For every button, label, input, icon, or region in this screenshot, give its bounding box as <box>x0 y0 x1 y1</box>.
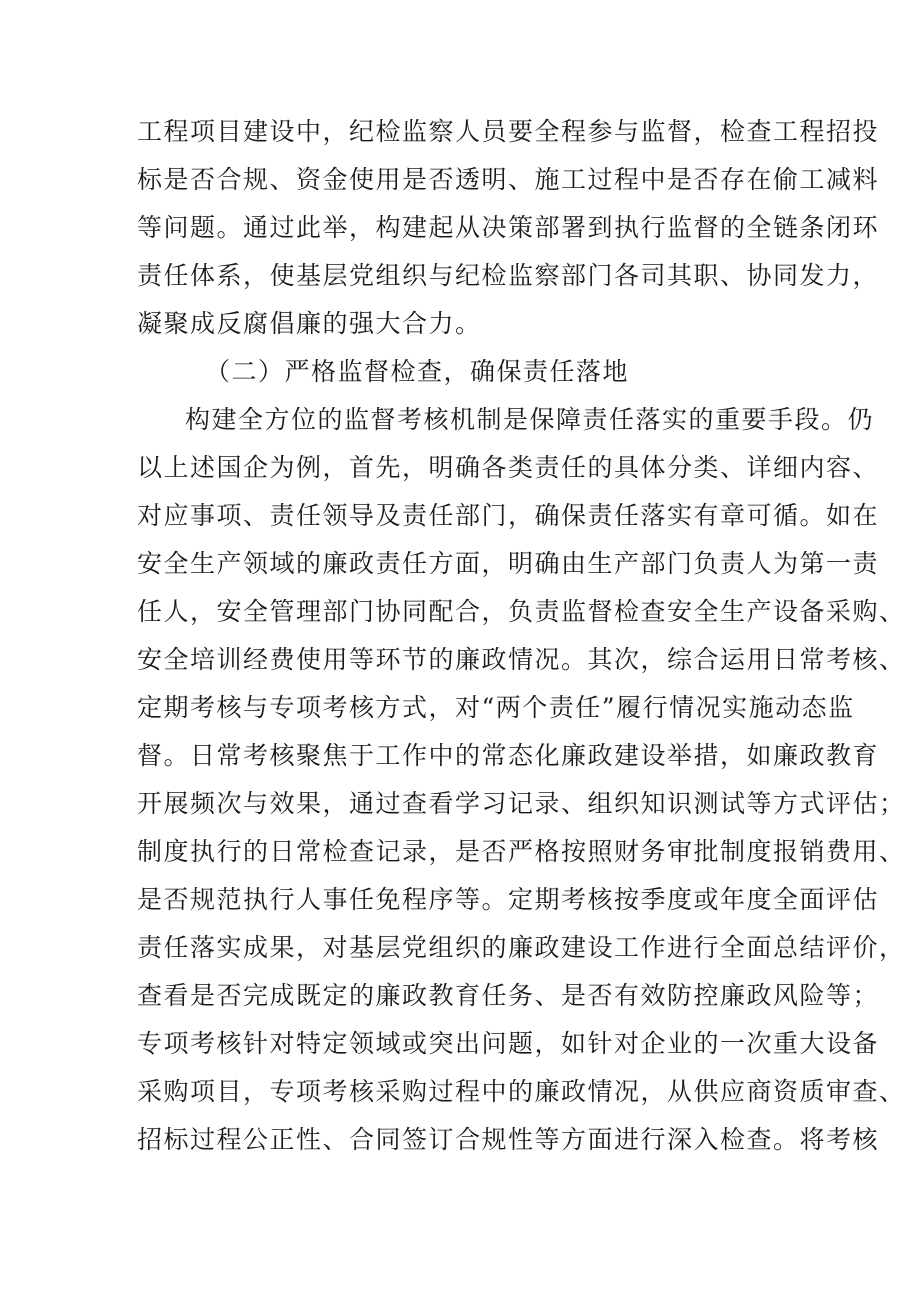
paragraph-line: 安全培训经费使用等环节的廉政情况。其次，综合运用日常考核、 <box>137 645 906 674</box>
paragraph-line: 以上述国企为例，首先，明确各类责任的具体分类、详细内容、 <box>137 453 880 482</box>
paragraph-line: 采购项目，专项考核采购过程中的廉政情况，从供应商资质审查、 <box>137 1077 906 1106</box>
paragraph-line: 开展频次与效果，通过查看学习记录、组织知识测试等方式评估； <box>137 789 906 818</box>
paragraph-line: 对应事项、责任领导及责任部门，确保责任落实有章可循。如在 <box>137 501 880 530</box>
paragraph-line: 工程项目建设中，纪检监察人员要全程参与监督，检查工程招投 <box>137 117 880 146</box>
paragraph-line: 招标过程公正性、合同签订合规性等方面进行深入检查。将考核 <box>137 1125 880 1154</box>
paragraph-line: 专项考核针对特定领域或突出问题，如针对企业的一次重大设备 <box>137 1029 880 1058</box>
section-heading: （二）严格监督检查，确保责任落地 <box>205 357 630 386</box>
paragraph-line: 凝聚成反腐倡廉的强大合力。 <box>137 309 482 338</box>
paragraph-line: 是否规范执行人事任免程序等。定期考核按季度或年度全面评估 <box>137 885 880 914</box>
paragraph-line: 标是否合规、资金使用是否透明、施工过程中是否存在偷工减料 <box>137 165 880 194</box>
paragraph-line: 安全生产领域的廉政责任方面，明确由生产部门负责人为第一责 <box>137 549 880 578</box>
paragraph-line: 查看是否完成既定的廉政教育任务、是否有效防控廉政风险等； <box>137 981 880 1010</box>
paragraph-line: 制度执行的日常检查记录，是否严格按照财务审批制度报销费用、 <box>137 837 906 866</box>
paragraph-line: 构建全方位的监督考核机制是保障责任落实的重要手段。仍 <box>185 405 875 434</box>
paragraph-line: 任人，安全管理部门协同配合，负责监督检查安全生产设备采购、 <box>137 597 906 626</box>
paragraph-line: 等问题。通过此举，构建起从决策部署到执行监督的全链条闭环 <box>137 213 880 242</box>
paragraph-line: 督。日常考核聚焦于工作中的常态化廉政建设举措，如廉政教育 <box>137 741 880 770</box>
paragraph-line: 责任落实成果，对基层党组织的廉政建设工作进行全面总结评价， <box>137 933 906 962</box>
paragraph-line: 定期考核与专项考核方式，对“两个责任”履行情况实施动态监 <box>137 693 855 722</box>
paragraph-line: 责任体系，使基层党组织与纪检监察部门各司其职、协同发力， <box>137 261 880 290</box>
